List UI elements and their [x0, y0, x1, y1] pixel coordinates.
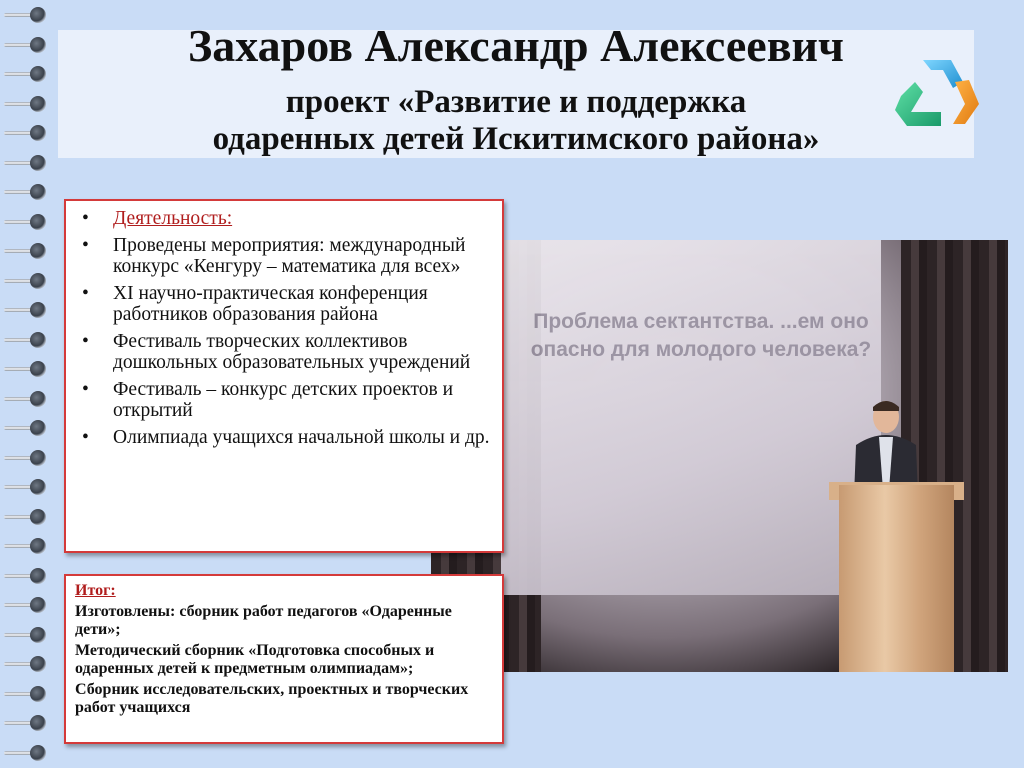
subtitle-line-1: проект «Развитие и поддержка: [285, 84, 747, 120]
subtitle-line-2: одаренных детей Искитимского района»: [212, 120, 820, 157]
page-title: Захаров Александр Алексеевич: [188, 20, 844, 71]
spiral-ring: [4, 154, 52, 172]
spiral-ring: [4, 390, 52, 408]
result-item: Изготовлены: сборник работ педагогов «Одаренные дети»;: [75, 603, 452, 639]
spiral-ring: [4, 655, 52, 673]
spiral-ring: [4, 537, 52, 555]
spiral-ring: [4, 744, 52, 762]
activity-heading: • Деятельность:: [76, 208, 492, 229]
spiral-ring: [4, 567, 52, 585]
list-item: • Фестиваль – конкурс детских проектов и открытий: [76, 379, 492, 421]
spiral-ring: [4, 183, 52, 201]
spiral-ring: [4, 331, 52, 349]
result-item: Сборник исследовательских, проектных и творческих работ учащихся: [75, 681, 469, 717]
spiral-ring: [4, 36, 52, 54]
spiral-ring: [4, 714, 52, 732]
presentation-photo: [431, 240, 1008, 672]
spiral-ring: [4, 213, 52, 231]
spiral-ring: [4, 508, 52, 526]
spiral-binding: [0, 0, 58, 768]
spiral-ring: [4, 626, 52, 644]
spiral-ring: [4, 242, 52, 260]
list-item: • Проведены мероприятия: международный конкурс «Кенгуру – математика для всех»: [76, 235, 492, 277]
podium: [839, 485, 954, 672]
spiral-ring: [4, 478, 52, 496]
spiral-ring: [4, 685, 52, 703]
spiral-ring: [4, 6, 52, 24]
recycle-icon: [893, 52, 981, 134]
result-panel: [64, 574, 504, 744]
projection-screen: [501, 240, 881, 595]
spiral-ring: [4, 65, 52, 83]
spiral-ring: [4, 360, 52, 378]
result-item: Методический сборник «Подготовка способных и одаренных детей к предметным олимпиадам»;: [75, 642, 435, 678]
activity-panel: [64, 199, 504, 553]
result-heading: Итог:: [75, 582, 116, 599]
list-item: • XI научно-практическая конференция работников образования района: [76, 283, 492, 325]
spiral-ring: [4, 596, 52, 614]
list-item: • Фестиваль творческих коллективов дошкольных образовательных учреждений: [76, 331, 492, 373]
spiral-ring: [4, 419, 52, 437]
spiral-ring: [4, 95, 52, 113]
screen-text: Проблема сектантства. ...ем оно опасно для молодого человека?: [530, 310, 872, 362]
spiral-ring: [4, 301, 52, 319]
spiral-ring: [4, 124, 52, 142]
spiral-ring: [4, 272, 52, 290]
spiral-ring: [4, 449, 52, 467]
list-item: • Олимпиада учащихся начальной школы и др.: [76, 427, 492, 448]
project-subtitle: [58, 84, 974, 158]
activity-list: [76, 208, 492, 448]
